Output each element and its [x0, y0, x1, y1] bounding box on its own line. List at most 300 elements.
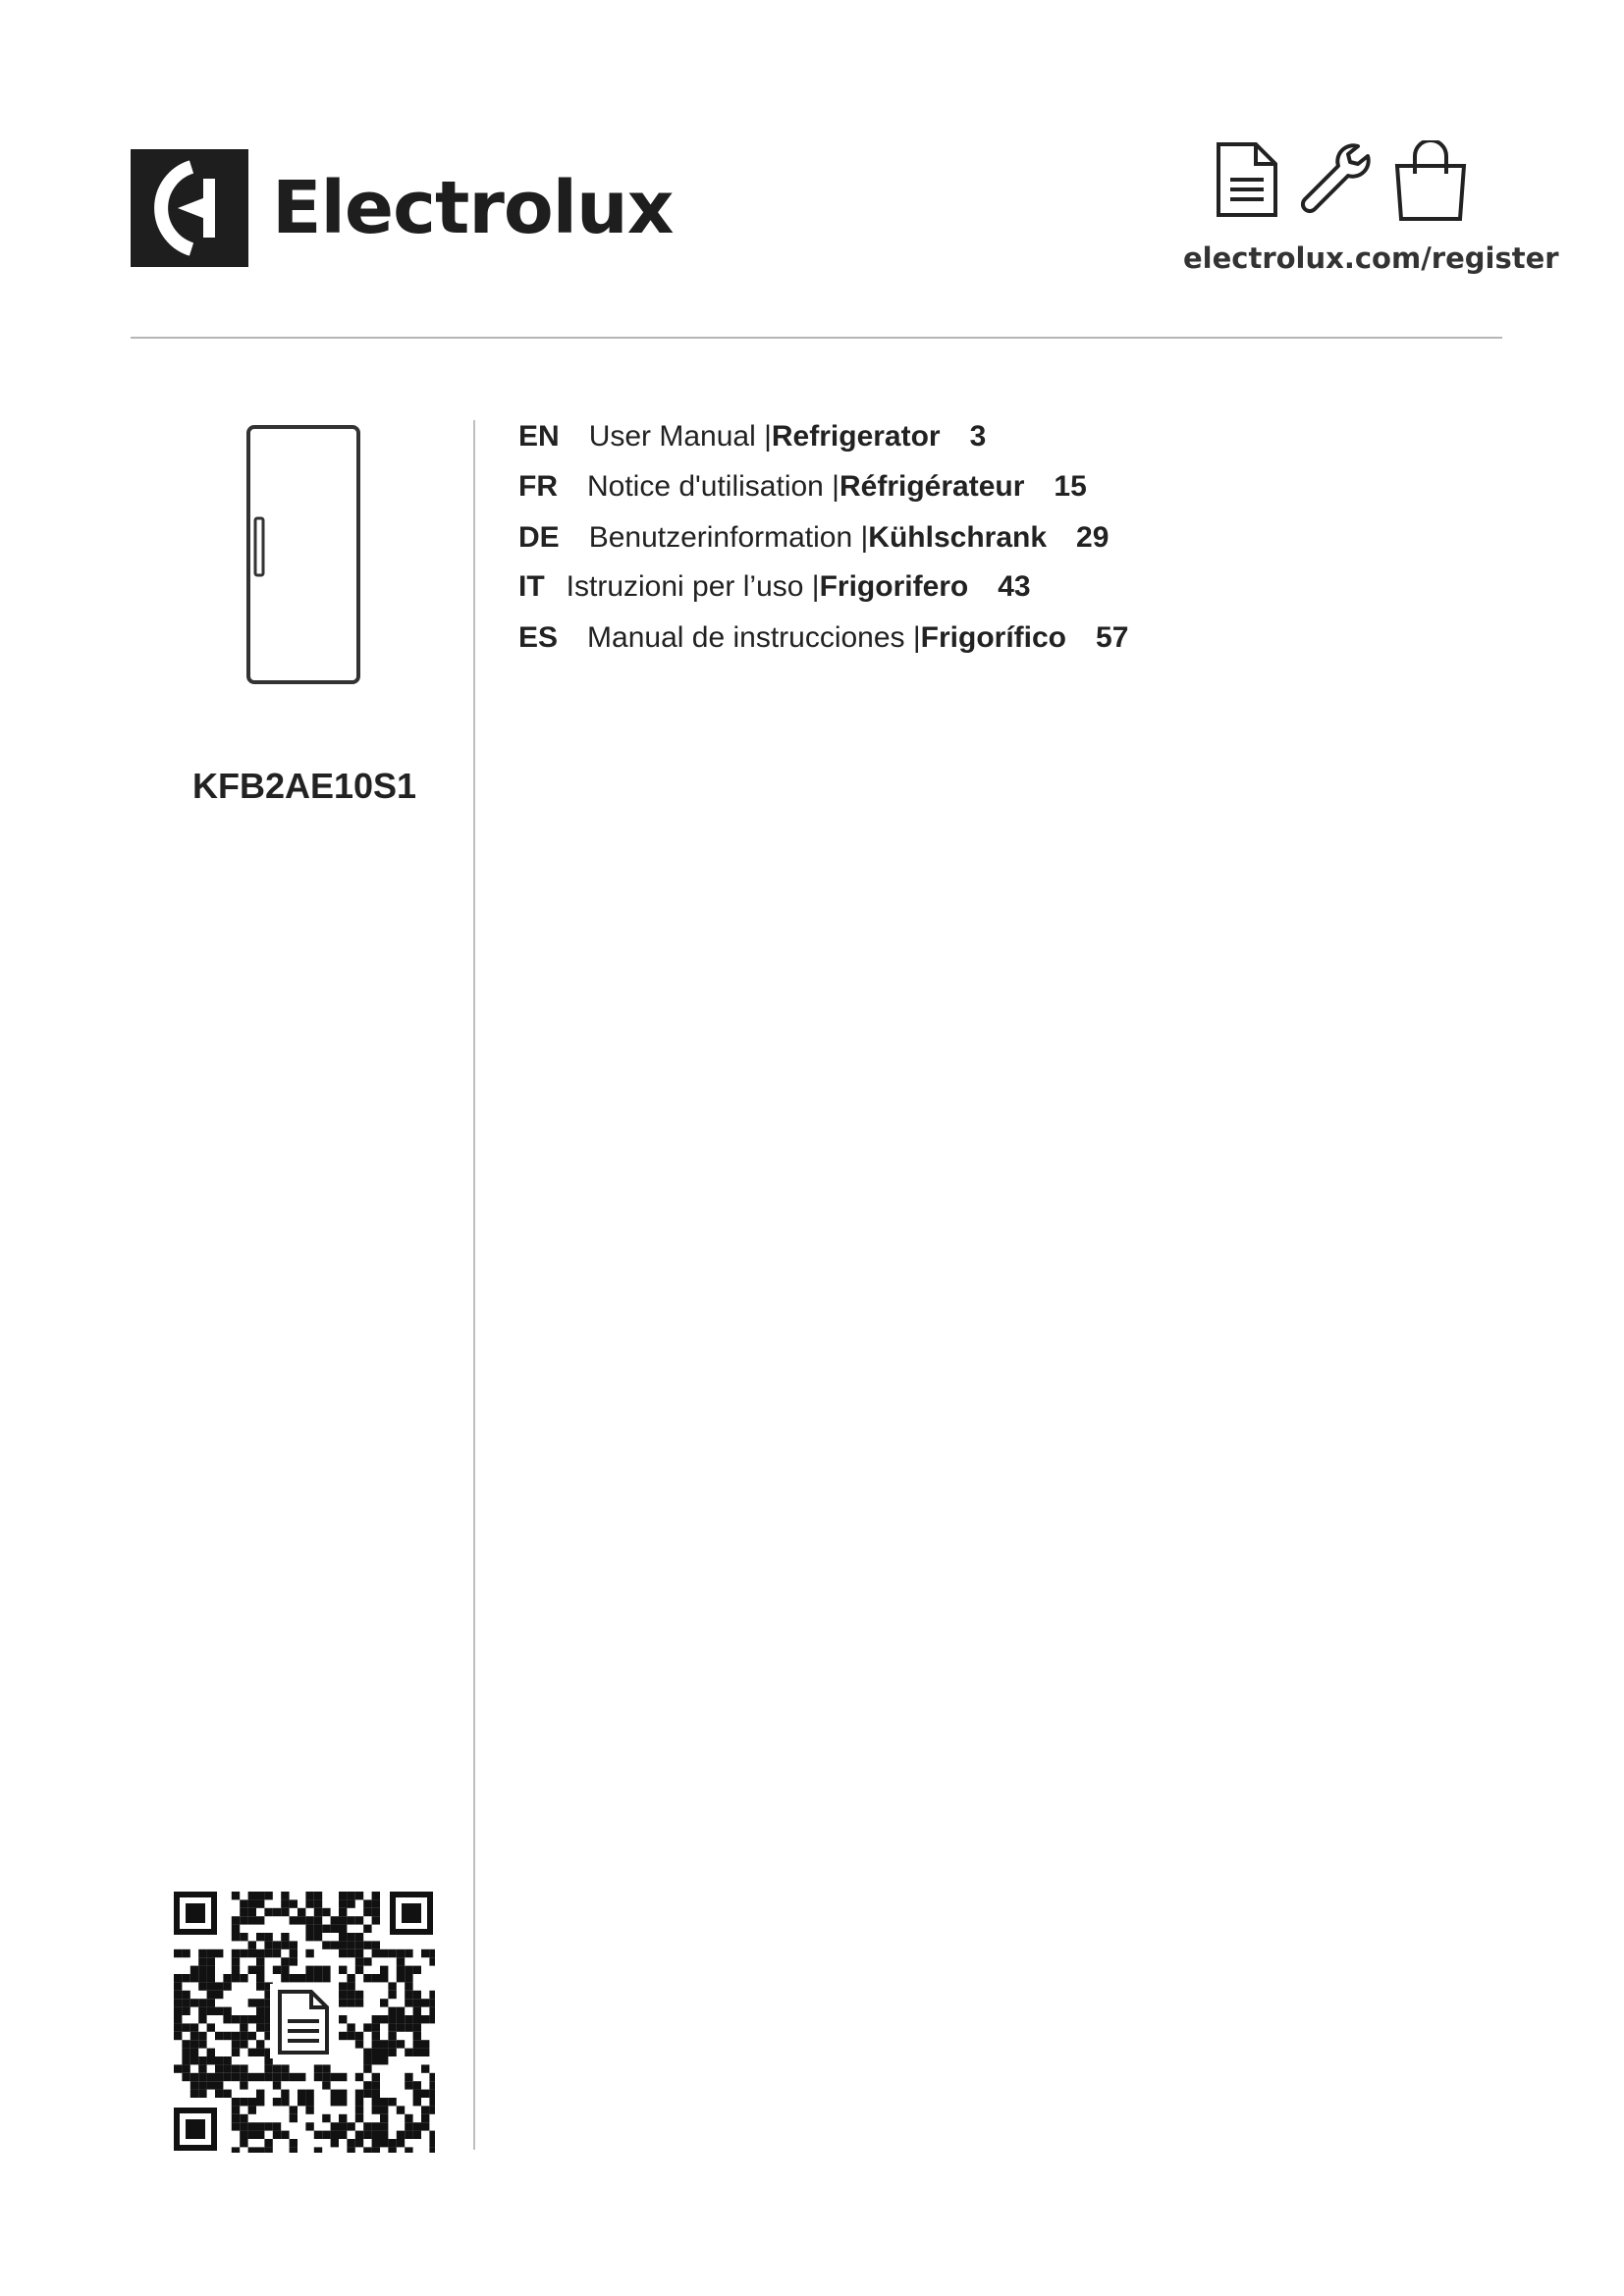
qr-finder-bl [174, 2108, 217, 2151]
qr-module [339, 1892, 347, 1899]
qr-module [331, 2122, 339, 2130]
qr-module [223, 2032, 231, 2040]
qr-module [182, 2040, 189, 2048]
qr-module [298, 2090, 305, 2098]
qr-module [174, 1991, 182, 1999]
shopping-bag-icon [1391, 140, 1470, 223]
qr-module [215, 2064, 223, 2072]
qr-module [339, 2122, 347, 2130]
qr-module [240, 2015, 247, 2023]
qr-module [421, 2040, 429, 2048]
qr-module [264, 2073, 272, 2081]
qr-module [198, 2007, 206, 2015]
qr-module [273, 1908, 281, 1916]
qr-module [388, 2049, 396, 2056]
qr-module [240, 2139, 247, 2147]
qr-module [232, 2147, 240, 2153]
qr-module [215, 2073, 223, 2081]
qr-module [174, 2023, 182, 2031]
qr-module [347, 1999, 354, 2006]
qr-module [413, 2131, 421, 2139]
qr-module [290, 1974, 298, 1982]
qr-code[interactable] [172, 1890, 435, 2153]
qr-module [347, 1933, 354, 1941]
register-icons [1213, 140, 1470, 223]
qr-module [429, 1991, 435, 1999]
qr-module [256, 1966, 264, 1974]
qr-module [347, 2147, 354, 2153]
qr-module [421, 1999, 429, 2006]
qr-module [380, 2139, 388, 2147]
toc-page: 3 [969, 420, 987, 453]
qr-module [363, 2023, 371, 2031]
qr-module [215, 1991, 223, 1999]
qr-module [347, 1974, 354, 1982]
qr-module [273, 1966, 281, 1974]
qr-module [190, 2023, 198, 2031]
qr-module [215, 2081, 223, 2089]
qr-module [355, 1941, 363, 1949]
qr-module [388, 2015, 396, 2023]
qr-module [355, 1991, 363, 1999]
qr-module [264, 1892, 272, 1899]
qr-module [314, 1908, 322, 1916]
qr-module [182, 1999, 189, 2006]
qr-module [190, 2032, 198, 2040]
qr-module [248, 2098, 256, 2106]
qr-module [372, 2131, 380, 2139]
qr-module [281, 2073, 289, 2081]
toc-page: 15 [1054, 470, 1087, 503]
qr-module [322, 2081, 330, 2089]
qr-module [232, 2114, 240, 2122]
qr-module [331, 2131, 339, 2139]
qr-module [331, 1925, 339, 1933]
qr-module [405, 1974, 412, 1982]
qr-module [198, 1966, 206, 1974]
qr-module [182, 2007, 189, 2015]
qr-module [281, 1966, 289, 1974]
qr-module [413, 2040, 421, 2048]
qr-module [413, 2007, 421, 2015]
qr-module [198, 2040, 206, 2048]
qr-module [380, 2106, 388, 2113]
qr-module [397, 2040, 405, 2048]
qr-module [413, 2122, 421, 2130]
qr-module [256, 2147, 264, 2153]
qr-module [264, 2064, 272, 2072]
qr-module [347, 1949, 354, 1957]
qr-module [290, 2073, 298, 2081]
brand-logo [131, 149, 673, 267]
qr-module [305, 1974, 313, 1982]
qr-center-document-icon [270, 1984, 337, 2058]
qr-module [339, 2015, 347, 2023]
qr-module [174, 1974, 182, 1982]
qr-module [240, 2098, 247, 2106]
qr-module [256, 2007, 264, 2015]
qr-module [223, 2015, 231, 2023]
qr-module [207, 1974, 215, 1982]
qr-module [339, 2131, 347, 2139]
qr-module [347, 1941, 354, 1949]
qr-module [248, 1892, 256, 1899]
qr-module [256, 2122, 264, 2130]
toc-desc: Istruzioni per l’uso | [566, 570, 820, 603]
qr-module [413, 1999, 421, 2006]
qr-module [380, 2122, 388, 2130]
qr-module [174, 1999, 182, 2006]
qr-module [372, 2015, 380, 2023]
qr-module [273, 2073, 281, 2081]
qr-module [314, 2064, 322, 2072]
qr-module [322, 1941, 330, 1949]
qr-module [281, 2131, 289, 2139]
qr-module [232, 1916, 240, 1924]
qr-module [207, 2081, 215, 2089]
qr-module [264, 1949, 272, 1957]
qr-module [190, 2056, 198, 2064]
qr-module [256, 1999, 264, 2006]
qr-module [372, 2023, 380, 2031]
qr-module [256, 1899, 264, 1907]
qr-module [413, 2032, 421, 2040]
qr-module [207, 2023, 215, 2031]
qr-module [174, 2007, 182, 2015]
qr-module [256, 2131, 264, 2139]
qr-module [388, 2023, 396, 2031]
qr-module [405, 2114, 412, 2122]
qr-module [322, 2131, 330, 2139]
qr-module [413, 2015, 421, 2023]
qr-module [314, 2147, 322, 2153]
qr-module [355, 2032, 363, 2040]
qr-module [372, 1974, 380, 1982]
qr-module [256, 2040, 264, 2048]
qr-module [331, 2098, 339, 2106]
qr-module [429, 2073, 435, 2081]
qr-module [240, 1974, 247, 1982]
qr-module [207, 1966, 215, 1974]
qr-module [322, 1908, 330, 1916]
qr-module [314, 1899, 322, 1907]
qr-module [232, 1949, 240, 1957]
qr-module [322, 2064, 330, 2072]
qr-module [339, 1949, 347, 1957]
qr-module [314, 1892, 322, 1899]
qr-module [190, 2090, 198, 2098]
qr-module [314, 2131, 322, 2139]
qr-module [281, 2098, 289, 2106]
qr-module [355, 1916, 363, 1924]
qr-module [421, 2015, 429, 2023]
qr-module [339, 1999, 347, 2006]
qr-module [429, 2007, 435, 2015]
qr-module [372, 2098, 380, 2106]
refrigerator-illustration [245, 424, 363, 687]
qr-module [198, 1982, 206, 1990]
qr-module [298, 2073, 305, 2081]
qr-module [273, 2081, 281, 2089]
qr-module [372, 2032, 380, 2040]
qr-module [215, 1949, 223, 1957]
qr-module [298, 1916, 305, 1924]
qr-module [314, 1933, 322, 1941]
qr-module [256, 1974, 264, 1982]
qr-module [182, 2056, 189, 2064]
qr-module [429, 2090, 435, 2098]
qr-module [405, 1966, 412, 1974]
qr-module [363, 2056, 371, 2064]
toc-product: Frigorifero [819, 570, 969, 603]
qr-module [355, 2139, 363, 2147]
electrolux-logo-icon [131, 149, 248, 267]
qr-module [240, 2032, 247, 2040]
qr-module [380, 2131, 388, 2139]
qr-module [339, 2090, 347, 2098]
qr-module [355, 2040, 363, 2048]
qr-module [273, 1949, 281, 1957]
qr-module [388, 2147, 396, 2153]
qr-module [372, 2040, 380, 2048]
qr-module [232, 2040, 240, 2048]
qr-module [421, 1949, 429, 1957]
qr-module [298, 2098, 305, 2106]
qr-module [339, 1941, 347, 1949]
qr-module [372, 1892, 380, 1899]
document-icon [1213, 140, 1281, 219]
qr-module [190, 2040, 198, 2048]
qr-module [215, 2032, 223, 2040]
qr-module [363, 1974, 371, 1982]
qr-module [248, 2032, 256, 2040]
qr-module [174, 2015, 182, 2023]
toc-row-en[interactable] [518, 420, 1128, 470]
qr-module [290, 1941, 298, 1949]
qr-module [248, 2131, 256, 2139]
qr-module [372, 1949, 380, 1957]
qr-module [355, 1892, 363, 1899]
qr-module [429, 1949, 435, 1957]
qr-module [380, 2040, 388, 2048]
qr-module [198, 2081, 206, 2089]
qr-module [355, 2114, 363, 2122]
qr-module [215, 1982, 223, 1990]
qr-module [215, 2007, 223, 2015]
qr-module [264, 1941, 272, 1949]
qr-module [232, 1957, 240, 1965]
toc-desc: Benutzerinformation | [588, 521, 869, 554]
header-divider [131, 337, 1502, 339]
qr-module [421, 2106, 429, 2113]
qr-module [397, 1974, 405, 1982]
qr-module [207, 1991, 215, 1999]
qr-module [232, 1966, 240, 1974]
qr-module [339, 1933, 347, 1941]
qr-module [355, 1933, 363, 1941]
qr-module [248, 2015, 256, 2023]
qr-module [380, 1949, 388, 1957]
qr-module [256, 2049, 264, 2056]
qr-module [331, 2090, 339, 2098]
qr-module [240, 1949, 247, 1957]
qr-module [305, 1916, 313, 1924]
qr-module [355, 1999, 363, 2006]
qr-module [372, 2056, 380, 2064]
qr-module [223, 2064, 231, 2072]
qr-module [405, 2073, 412, 2081]
qr-module [190, 2081, 198, 2089]
qr-module [372, 2073, 380, 2081]
qr-module [421, 2114, 429, 2122]
toc-product: Refrigerator [771, 420, 941, 453]
qr-module [331, 1941, 339, 1949]
qr-module [240, 1933, 247, 1941]
wrench-icon [1297, 140, 1376, 219]
qr-module [405, 2122, 412, 2130]
qr-module [429, 2147, 435, 2153]
qr-module [388, 2007, 396, 2015]
qr-module [405, 2023, 412, 2031]
qr-module [372, 2122, 380, 2130]
qr-module [363, 1908, 371, 1916]
qr-module [305, 2090, 313, 2098]
qr-module [248, 2106, 256, 2113]
toc-lang: EN [518, 420, 560, 453]
qr-module [232, 2032, 240, 2040]
qr-module [372, 2049, 380, 2056]
qr-module [223, 2090, 231, 2098]
qr-module [429, 2098, 435, 2106]
qr-module [207, 2073, 215, 2081]
qr-module [264, 1933, 272, 1941]
qr-module [174, 1949, 182, 1957]
qr-module [339, 2073, 347, 2081]
qr-module [273, 2064, 281, 2072]
qr-module [413, 1991, 421, 1999]
qr-module [363, 1925, 371, 1933]
toc-row-es[interactable] [518, 621, 1128, 672]
qr-module [240, 2040, 247, 2048]
qr-module [397, 2139, 405, 2147]
qr-module [232, 2015, 240, 2023]
toc-desc: User Manual | [588, 420, 772, 453]
qr-module [305, 2106, 313, 2113]
qr-module [273, 1941, 281, 1949]
qr-module [281, 1941, 289, 1949]
qr-module [372, 2106, 380, 2113]
qr-module [290, 1957, 298, 1965]
qr-finder-tr [390, 1892, 433, 1935]
qr-module [413, 2049, 421, 2056]
toc-row-it[interactable] [518, 570, 1128, 621]
qr-module [305, 1899, 313, 1907]
qr-module [240, 1908, 247, 1916]
brand-name: Electrolux [272, 166, 674, 250]
qr-module [256, 2015, 264, 2023]
toc-lang: IT [518, 570, 545, 603]
qr-module [405, 2131, 412, 2139]
toc-lang: FR [518, 470, 558, 503]
qr-module [413, 2098, 421, 2106]
qr-module [363, 2122, 371, 2130]
qr-module [198, 2056, 206, 2064]
qr-module [363, 1899, 371, 1907]
qr-module [372, 2081, 380, 2089]
qr-module [405, 1999, 412, 2006]
qr-module [363, 1957, 371, 1965]
qr-module [182, 2049, 189, 2056]
qr-module [421, 2049, 429, 2056]
qr-module [232, 1933, 240, 1941]
qr-module [256, 1982, 264, 1990]
qr-module [198, 2015, 206, 2023]
qr-module [290, 2106, 298, 2113]
qr-module [388, 2032, 396, 2040]
qr-module [240, 2073, 247, 2081]
qr-module [331, 2073, 339, 2081]
qr-module [256, 1957, 264, 1965]
qr-module [290, 1916, 298, 1924]
qr-module [372, 2139, 380, 2147]
qr-module [290, 2114, 298, 2122]
qr-module [421, 2064, 429, 2072]
qr-module [198, 2064, 206, 2072]
toc-page: 29 [1076, 521, 1110, 554]
qr-module [256, 1892, 264, 1899]
language-toc [518, 420, 1128, 672]
qr-module [240, 2081, 247, 2089]
qr-module [305, 1892, 313, 1899]
register-url[interactable]: electrolux.com/register [1183, 241, 1559, 275]
qr-module [355, 1966, 363, 1974]
qr-module [264, 2139, 272, 2147]
qr-module [174, 2032, 182, 2040]
qr-module [388, 1991, 396, 1999]
toc-product: Réfrigérateur [839, 470, 1025, 503]
qr-module [207, 2007, 215, 2015]
qr-module [240, 2023, 247, 2031]
qr-module [372, 1899, 380, 1907]
qr-module [347, 1991, 354, 1999]
qr-module [207, 2049, 215, 2056]
qr-module [322, 2073, 330, 2081]
qr-module [207, 1957, 215, 1965]
qr-module [397, 1957, 405, 1965]
qr-module [223, 1974, 231, 1982]
vertical-divider [473, 420, 475, 2150]
toc-row-fr[interactable] [518, 470, 1128, 521]
qr-module [314, 2073, 322, 2081]
qr-module [190, 2049, 198, 2056]
toc-row-de[interactable] [518, 521, 1128, 570]
qr-module [388, 1949, 396, 1957]
qr-module [240, 1916, 247, 1924]
qr-module [405, 2081, 412, 2089]
qr-module [190, 1966, 198, 1974]
qr-module [198, 2032, 206, 2040]
qr-module [405, 1982, 412, 1990]
qr-module [290, 2139, 298, 2147]
qr-module [372, 2147, 380, 2153]
qr-module [256, 2090, 264, 2098]
qr-module [355, 2106, 363, 2113]
qr-module [322, 1925, 330, 1933]
qr-module [421, 2122, 429, 2130]
qr-module [413, 1966, 421, 1974]
qr-module [248, 1941, 256, 1949]
qr-module [339, 2114, 347, 2122]
